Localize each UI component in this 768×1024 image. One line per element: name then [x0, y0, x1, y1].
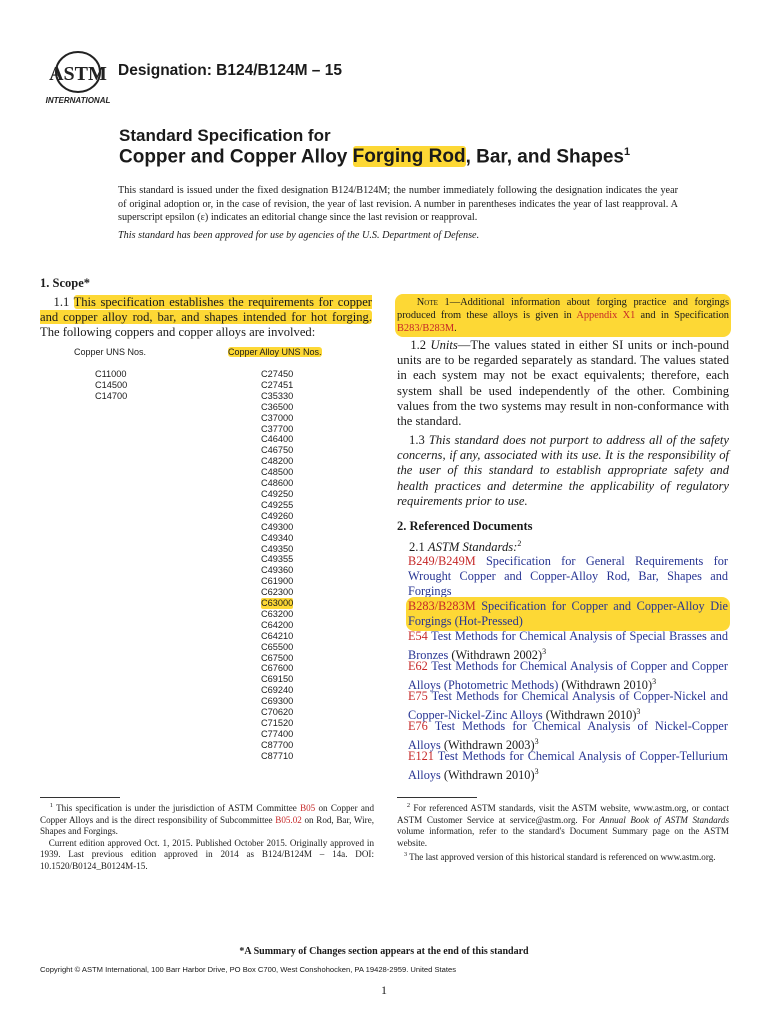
alloy-uns-item: C62300	[261, 587, 294, 598]
alloy-uns-item: C49340	[261, 532, 294, 543]
p13-number: 1.3	[409, 433, 429, 447]
alloy-uns-item: C77400	[261, 728, 294, 739]
scope-heading: 1. Scope*	[40, 276, 90, 290]
alloy-uns-item: C61900	[261, 576, 294, 587]
designation: Designation: B124/B124M – 15	[118, 62, 342, 79]
note-text-b: and in Specification	[635, 310, 729, 321]
alloy-uns-item: C49360	[261, 565, 294, 576]
alloy-uns-list	[261, 369, 293, 762]
reference-withdrawn: (Withdrawn 2010)	[542, 708, 637, 723]
alloy-uns-item: C46400	[261, 434, 294, 445]
p11-highlight: This specification establishes the requirements for copper and copper alloy rod, bar, and shapes intended for hot forging.	[40, 295, 372, 325]
copper-uns-list	[95, 369, 127, 402]
alloy-uns-item: C49260	[261, 510, 294, 521]
fn3-text: The last approved version of this historical standard is referenced on www.astm.org.	[407, 852, 716, 863]
p12-number: 1.2	[410, 338, 431, 352]
alloy-uns-item: C64210	[261, 630, 294, 641]
reference-footnote-mark[interactable]: 3	[534, 737, 539, 747]
fn2-italic: Annual Book of ASTM Standards	[599, 814, 729, 825]
fn2-text-b: volume information, refer to the standard's Document Summary page on the ASTM website.	[397, 826, 729, 848]
fn1-edition: Current edition approved Oct. 1, 2015. Published October 2015. Originally approved in 1939. Last previous edition approved in 2014 as B124/B124M – 14a. DOI: 10.1520/B0124_B0124M-15.	[40, 837, 374, 871]
alloy-uns-item: C37700	[261, 423, 294, 434]
fn1-text-c: on Rod, Bar, Wire, Shapes and Forgings.	[40, 814, 374, 837]
summary-of-changes-note: *A Summary of Changes section appears at the end of this standard	[239, 946, 529, 957]
reference-title-link[interactable]: Specification for Copper and Copper-Alloy Die Forgings (Hot-Pressed)	[408, 599, 728, 629]
alloy-uns-item: C69150	[261, 674, 294, 685]
alloy-uns-item: C67600	[261, 663, 294, 674]
p13-text: This standard does not purport to address all of the safety concerns, if any, associated with its use. It is the responsibility of the user of this standard to establish appropriate safety and health practices and determine the applicability of regulatory requirements prior to use.	[397, 433, 729, 508]
reference-footnote-mark[interactable]: 3	[636, 707, 641, 717]
reference-title-link[interactable]: Test Methods for Chemical Analysis of Nickel-Copper Alloys	[408, 719, 728, 753]
alloy-uns-item: C46750	[261, 445, 294, 456]
p12-text: —The values stated in either SI units or inch-pound units are to be regarded separately as standard. The values stated in each system may not be exact equivalents; therefore, each system shall be used independently of the other. Combining values from the two systems may result in non-conformance with the standard.	[397, 338, 730, 429]
reference-code-link[interactable]: B283/B283M	[408, 599, 476, 613]
note-1	[397, 296, 729, 335]
fn1-text-b: on Copper and Copper Alloys and is the direct responsibility of Subcommittee	[40, 803, 374, 825]
reference-code-link[interactable]: E76	[408, 719, 428, 733]
p11-rest: The following coppers and copper alloys are involved:	[40, 325, 316, 340]
alloy-uns-item: C87700	[261, 739, 294, 750]
title-post: , Bar, and Shapes	[465, 146, 624, 168]
reference-footnote-mark[interactable]: 3	[534, 767, 539, 777]
alloy-uns-header: Copper Alloy UNS Nos.	[228, 347, 322, 357]
copper-uns-item: C11000	[95, 369, 127, 379]
reference-code-link[interactable]: E54	[408, 629, 428, 643]
footnote-1	[40, 800, 374, 873]
subcommittee-link[interactable]: B05.02	[275, 814, 302, 825]
title-line1: Standard Specification for	[119, 126, 331, 145]
alloy-uns-item: C49350	[261, 543, 294, 554]
reference-title-link[interactable]: Specification for General Requirements for Wrought Copper and Copper-Alloy Rod, Bar, Shapes and Forgings	[408, 554, 728, 599]
paragraph-1-3	[397, 433, 729, 509]
alloy-uns-item: C49300	[261, 521, 294, 532]
alloy-uns-item: C64200	[261, 619, 294, 630]
astm-logo	[42, 50, 114, 106]
reference-title-link[interactable]: Test Methods for Chemical Analysis of Copper-Nickel and Copper-Nickel-Zinc Alloys	[408, 689, 728, 723]
footnote-rule-left	[40, 797, 120, 798]
alloy-uns-item: C35330	[261, 390, 294, 401]
paragraph-2-1	[409, 539, 521, 555]
reference-title-link[interactable]: Test Methods for Chemical Analysis of Copper-Tellurium Alloys	[408, 749, 728, 783]
copper-uns-item: C14500	[95, 379, 128, 390]
paragraph-1-2	[397, 338, 729, 429]
copyright: Copyright © ASTM International, 100 Barr Harbor Drive, PO Box C700, West Conshohocken, PA 19428-2959. United States	[40, 965, 457, 974]
alloy-uns-item: C27451	[261, 379, 294, 390]
logo-subtext: INTERNATIONAL	[45, 96, 111, 105]
issuance-note: This standard is issued under the fixed designation B124/B124M; the number immediately following the designation indicates the year of original adoption or, in the case of revision, the year of last revision. A number in parentheses indicates the year of last reapproval. A superscript epsilon (ε) indicates an editorial change since the last revision or reapproval.	[118, 185, 678, 224]
alloy-uns-item: C48600	[261, 478, 294, 489]
alloy-uns-item: C87710	[261, 750, 294, 761]
committee-link[interactable]: B05	[300, 803, 316, 814]
copper-uns-item: C14700	[95, 390, 128, 401]
reference-footnote-mark[interactable]: 3	[652, 677, 657, 687]
page-number: 1	[381, 983, 387, 997]
note-text-a: —Additional information about forging practice and forgings produced from these alloys is given in	[397, 297, 729, 321]
footnotes-2-3	[397, 800, 729, 864]
fn3-mark: 3	[403, 851, 408, 859]
title-pre: Copper and Copper Alloy	[119, 146, 353, 168]
alloy-uns-item: C70620	[261, 707, 294, 718]
spec-link[interactable]: B283/B283M	[397, 323, 455, 334]
logo-text: ASTM	[49, 63, 107, 85]
alloy-uns-item: C49255	[261, 499, 294, 510]
title-footnote-mark[interactable]: 1	[623, 146, 631, 158]
alloy-uns-item: C49250	[261, 488, 294, 499]
reference-code-link[interactable]: B249/B249M	[408, 554, 476, 568]
appendix-link[interactable]: Appendix X1	[576, 310, 636, 321]
reference-code-link[interactable]: E62	[408, 659, 428, 673]
copper-uns-header: Copper UNS Nos.	[74, 347, 147, 357]
note-label: Note 1	[416, 297, 450, 308]
reference-title-link[interactable]: Test Methods for Chemical Analysis of Copper and Copper Alloys (Photometric Methods)	[408, 659, 728, 693]
alloy-uns-item: C71520	[261, 718, 294, 728]
alloy-uns-item: C48200	[261, 456, 294, 467]
p21-label: ASTM Standards:	[427, 540, 518, 555]
reference-title-link[interactable]: Test Methods for Chemical Analysis of Special Brasses and Bronzes	[408, 629, 728, 663]
reference-withdrawn: (Withdrawn 2010)	[440, 768, 535, 783]
alloy-uns-item: C27450	[261, 369, 294, 379]
alloy-uns-item: C36500	[261, 401, 294, 412]
alloy-uns-item: C37000	[261, 412, 294, 423]
alloy-uns-item: C49355	[261, 554, 294, 565]
fn1-mark: 1	[49, 802, 54, 809]
alloy-uns-item: C67500	[261, 652, 294, 663]
alloy-uns-item: C69300	[261, 696, 294, 707]
reference-withdrawn: (Withdrawn 2010)	[558, 678, 653, 693]
reference-code-link[interactable]: E75	[408, 689, 428, 703]
dod-approval: This standard has been approved for use by agencies of the U.S. Department of Defense.	[118, 230, 480, 241]
note-text-c: .	[454, 323, 457, 334]
title-highlight: Forging Rod	[352, 146, 466, 168]
p21-number: 2.1	[409, 540, 428, 555]
reference-footnote-mark[interactable]: 3	[542, 647, 547, 657]
referenced-documents-heading: 2. Referenced Documents	[397, 519, 533, 533]
paragraph-1-1	[40, 295, 372, 341]
alloy-uns-item: C48500	[261, 467, 294, 478]
p12-label: Units	[430, 338, 458, 352]
reference-item-highlighted	[408, 599, 728, 629]
title-line2	[119, 146, 630, 168]
p21-footnote-mark[interactable]: 2	[517, 539, 522, 548]
reference-item	[408, 554, 728, 599]
alloy-uns-item: C63000	[261, 598, 294, 609]
reference-withdrawn: (Withdrawn 2002)	[448, 648, 543, 663]
alloy-uns-item: C63200	[261, 608, 294, 619]
reference-item	[408, 749, 728, 783]
reference-withdrawn: (Withdrawn 2003)	[440, 738, 535, 753]
fn1-text-a: This specification is under the jurisdiction of ASTM Committee	[53, 803, 301, 814]
alloy-uns-item: C65500	[261, 641, 294, 652]
footnote-rule-right	[397, 797, 477, 798]
fn2-mark: 2	[406, 802, 411, 809]
reference-code-link[interactable]: E121	[408, 749, 434, 763]
fn2-text-a: For referenced ASTM standards, visit the ASTM website, www.astm.org, or contact ASTM Customer Service at service@astm.org. For	[397, 803, 729, 825]
alloy-uns-item: C69240	[261, 685, 294, 696]
p11-number: 1.1	[53, 295, 74, 309]
